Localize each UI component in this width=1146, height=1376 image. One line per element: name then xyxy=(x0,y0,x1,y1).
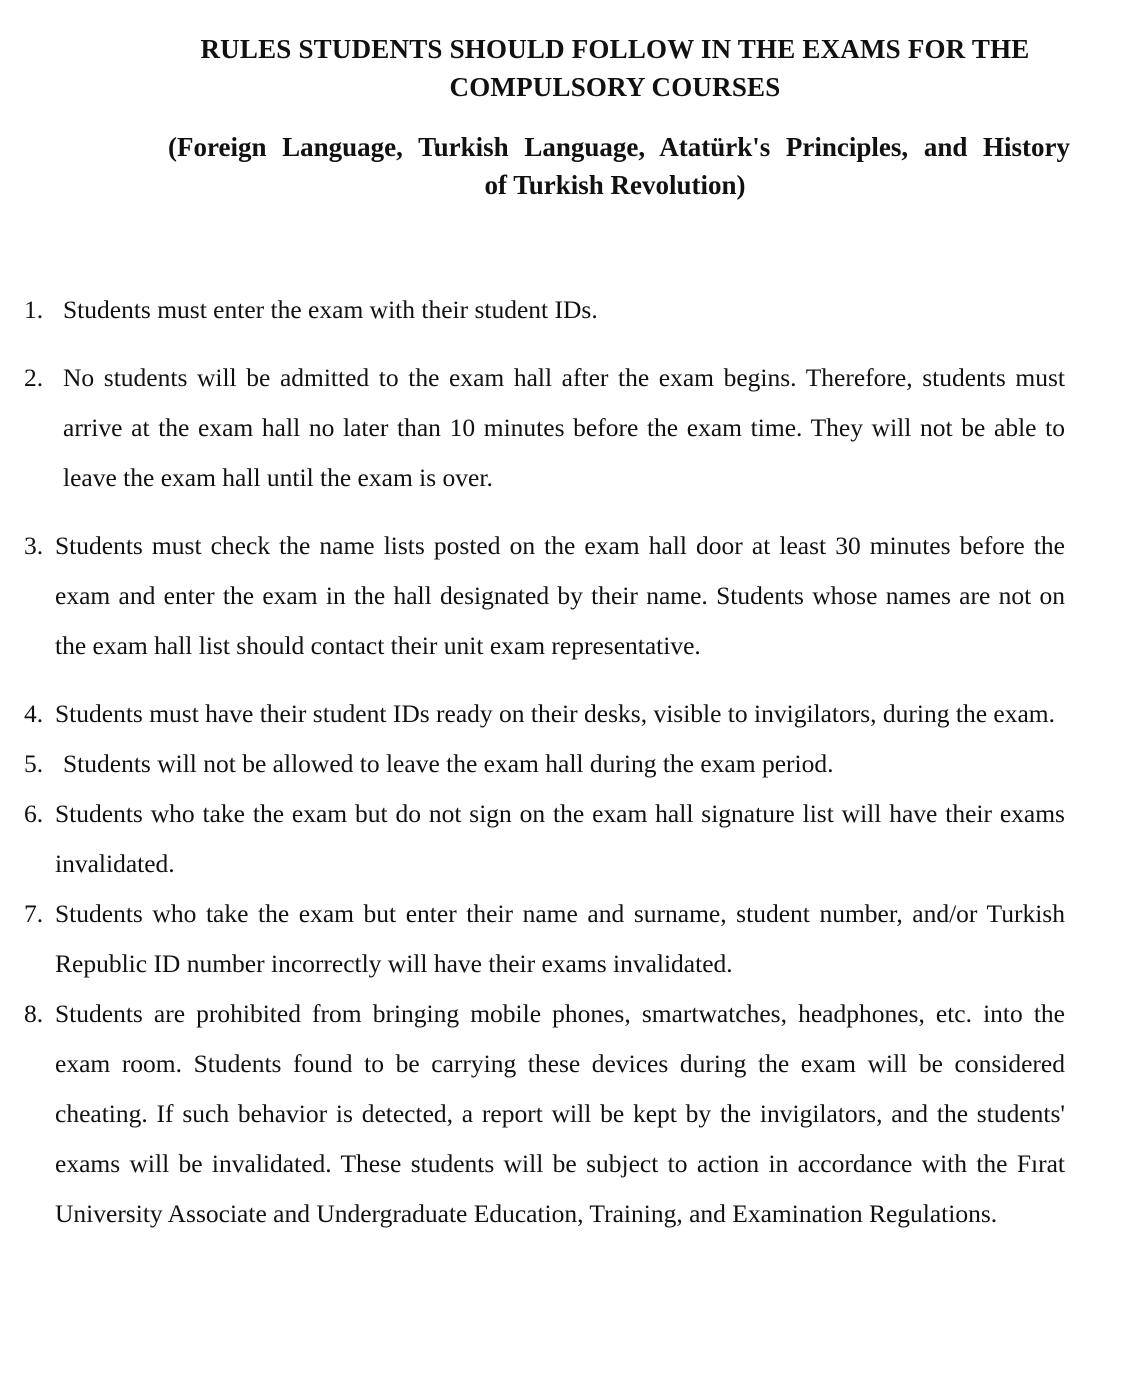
rule-item xyxy=(24,889,1065,989)
rule-item xyxy=(24,789,1065,889)
rule-text: Students who take the exam but do not sign on the exam hall signature list will have their exams invalidated. xyxy=(55,799,1065,878)
rule-number: 2. xyxy=(24,363,44,392)
document-title: RULES STUDENTS SHOULD FOLLOW IN THE EXAMS FOR THE COMPULSORY COURSES xyxy=(200,34,1030,102)
rule-text: Students must enter the exam with their student IDs. xyxy=(63,295,598,324)
rule-number: 5. xyxy=(24,749,44,778)
rule-item xyxy=(24,689,1065,739)
rule-text: Students are prohibited from bringing mobile phones, smartwatches, headphones, etc. into the exam room. Students found to be carrying these devices during the exam will be considered cheating. If such behavior is detected, a report will be kept by the invigilators, and the students' exams will be invalidated. These students will be subject to action in accordance with the Fırat University Associate and Undergraduate Education, Training, and Examination Regulations. xyxy=(55,999,1065,1228)
rule-item xyxy=(24,353,1065,503)
rule-item xyxy=(24,521,1065,671)
subtitle-line-2: of Turkish Revolution) xyxy=(484,170,746,200)
document-subtitle xyxy=(160,128,1070,204)
rule-text: Students must have their student IDs ready on their desks, visible to invigilators, during the exam. xyxy=(55,699,1056,728)
rule-text: No students will be admitted to the exam hall after the exam begins. Therefore, students must arrive at the exam hall no later than 10 minutes before the exam time. They will not be able to leave the exam hall until the exam is over. xyxy=(63,363,1065,492)
rule-text: Students must check the name lists posted on the exam hall door at least 30 minutes before the exam and enter the exam in the hall designated by their name. Students whose names are not on the exam hall list should contact their unit exam representative. xyxy=(55,531,1065,660)
rule-number: 4. xyxy=(24,699,44,728)
rule-number: 8. xyxy=(24,999,44,1028)
rule-text: Students who take the exam but enter their name and surname, student number, and/or Turkish Republic ID number incorrectly will have their exams invalidated. xyxy=(55,899,1065,978)
rule-number: 3. xyxy=(24,531,44,560)
rule-number: 1. xyxy=(24,295,44,324)
rule-number: 7. xyxy=(24,899,44,928)
rules-list xyxy=(24,285,1065,1239)
rule-number: 6. xyxy=(24,799,44,828)
rule-text: Students will not be allowed to leave the exam hall during the exam period. xyxy=(63,749,834,778)
rule-item xyxy=(24,989,1065,1239)
rule-item xyxy=(24,285,1065,335)
rule-item xyxy=(24,739,1065,789)
subtitle-line-1: (Foreign Language, Turkish Language, Atatürk's Principles, and History xyxy=(168,132,1070,162)
